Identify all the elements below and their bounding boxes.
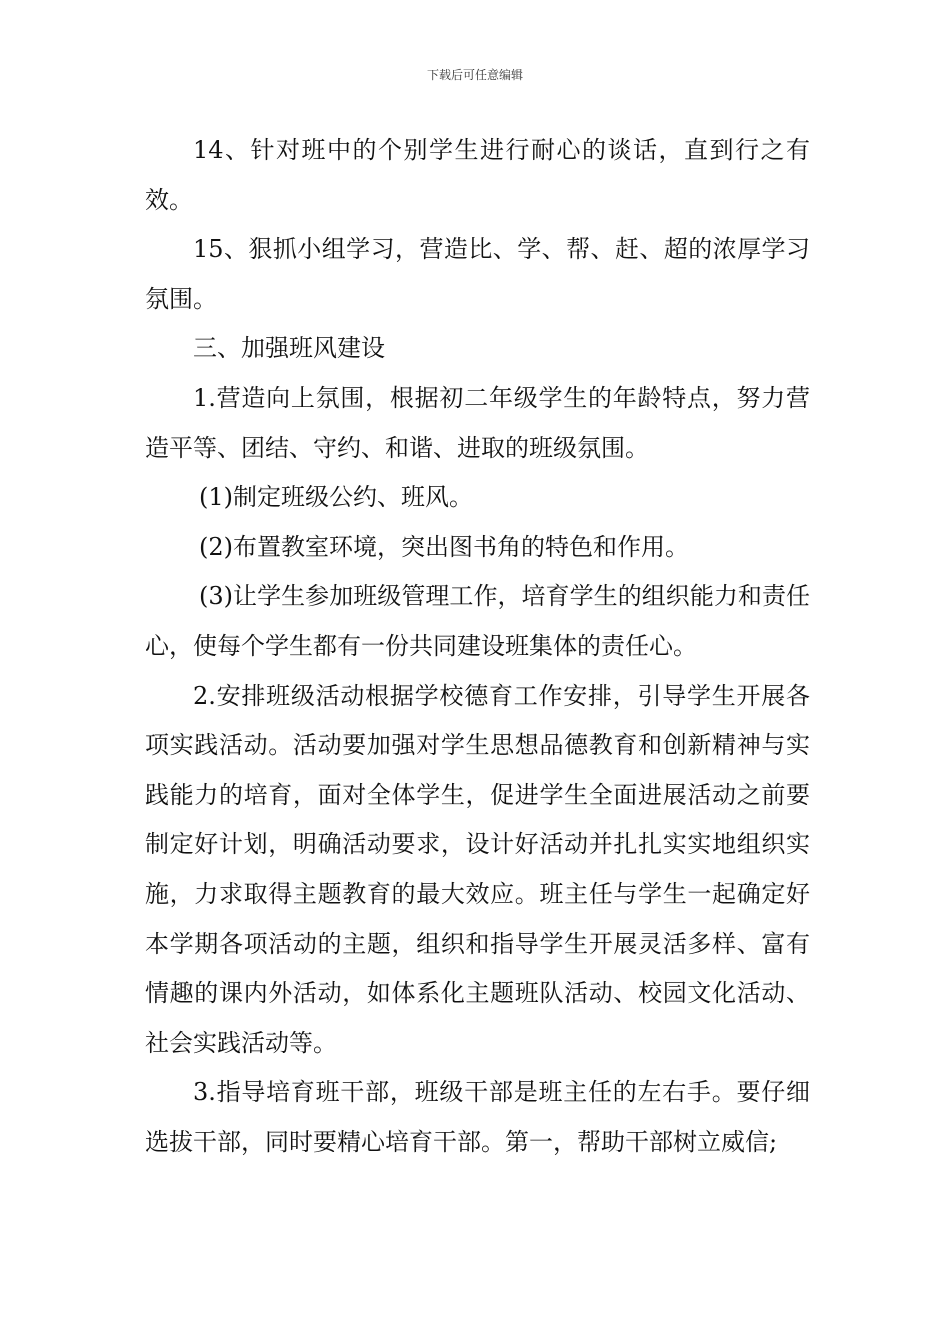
list-item: (1)制定班级公约、班风。 <box>199 483 473 512</box>
paragraph: 3.指导培育班干部，班级干部是班主任的左右手。要仔细选拔干部，同时要精心培育干部。第一，帮助干部树立威信; <box>145 1078 810 1156</box>
list-item: (2)布置教室环境，突出图书角的特色和作用。 <box>199 532 689 561</box>
paragraph: 2.安排班级活动根据学校德育工作安排，引导学生开展各项实践活动。活动要加强对学生思想品德教育和创新精神与实践能力的培育，面对全体学生，促进学生全面进展活动之前要制定好计划，明确活动要求，设计好活动并扎扎实实地组织实施，力求取得主题教育的最大效应。班主任与学生一起确定好本学期各项活动的主题，组织和指导学生开展灵活多样、富有情趣的课内外活动，如体系化主题班队活动、校园文化活动、社会实践活动等。 <box>145 681 810 1057</box>
paragraph: 15、狠抓小组学习，营造比、学、帮、赶、超的浓厚学习氛围。 <box>145 235 810 313</box>
page-header: 下载后可任意编辑 <box>426 68 523 82</box>
paragraph: 14、针对班中的个别学生进行耐心的谈话，直到行之有效。 <box>145 136 810 214</box>
document-body <box>145 126 810 1167</box>
list-item: (3)让学生参加班级管理工作，培育学生的组织能力和责任心，使每个学生都有一份共同建设班集体的责任心。 <box>145 582 810 660</box>
section-heading: 三、加强班风建设 <box>193 334 385 363</box>
paragraph: 1.营造向上氛围，根据初二年级学生的年龄特点，努力营造平等、团结、守约、和谐、进取的班级氛围。 <box>145 383 810 462</box>
